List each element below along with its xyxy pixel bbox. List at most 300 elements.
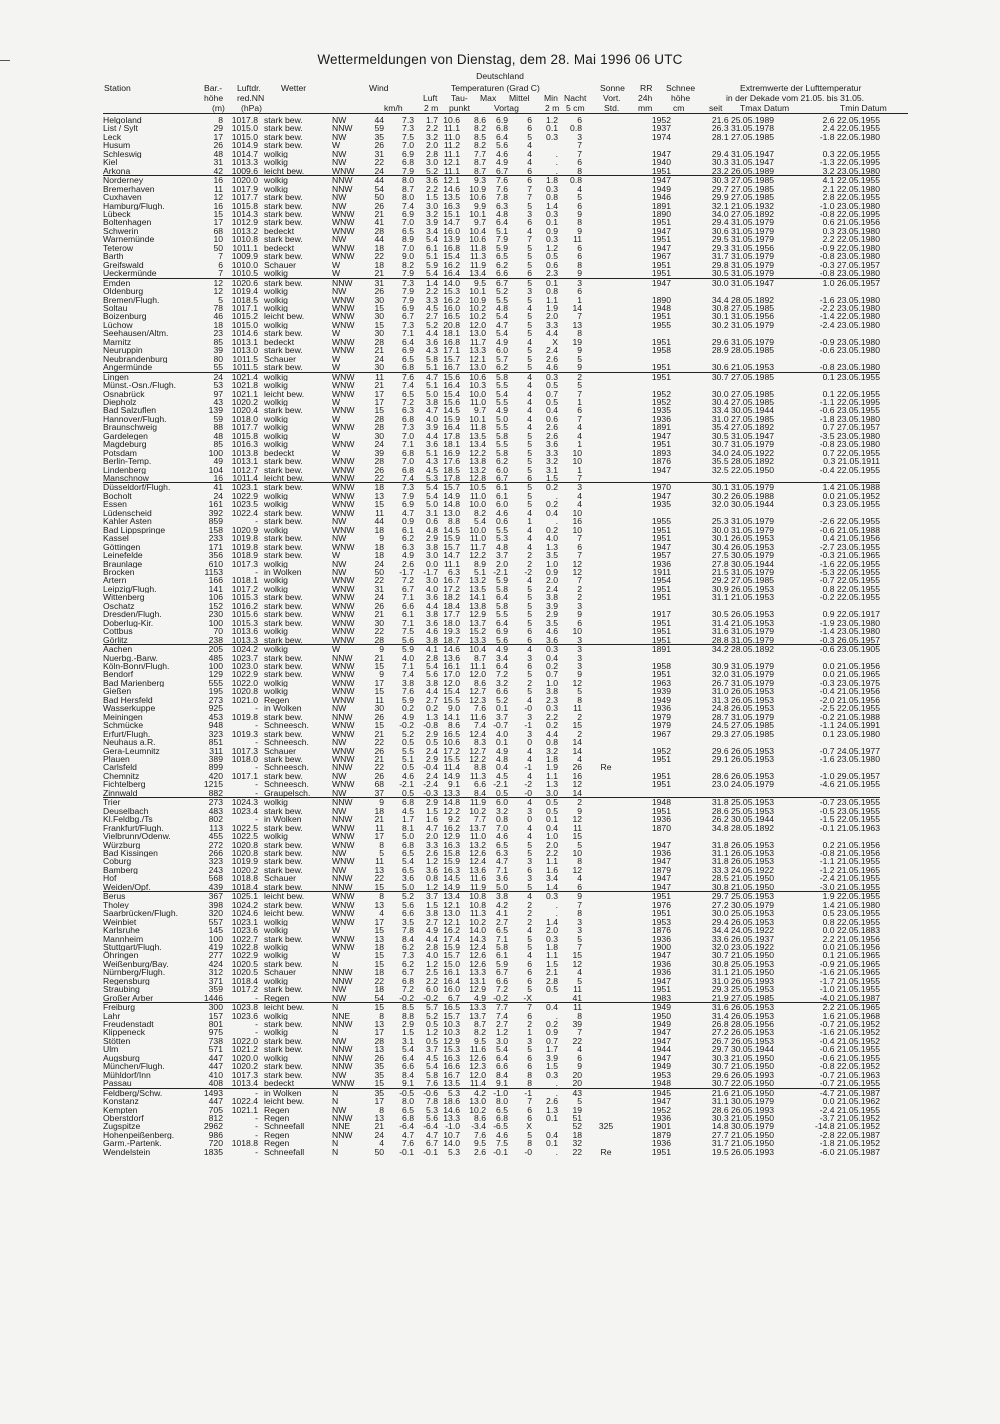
cell-precipitation: 26 (572, 763, 582, 772)
cell-wind-speed: 28 (374, 635, 384, 645)
cell-wind-dir: NNW (332, 976, 353, 986)
cell-station: Boltenhagen (103, 218, 152, 227)
cell-baro-height: 408 (208, 1079, 223, 1089)
cell-min-temp: 6.5 (496, 840, 508, 849)
cell-air-temp: 7.1 (402, 593, 414, 602)
cell-since-year: 1951 (651, 1147, 671, 1157)
region-label: Deutschland (476, 71, 524, 81)
cell-tmin-date: -0.6 23.05.1980 (819, 346, 880, 355)
cell-precipitation: 2 (577, 729, 582, 739)
cell-weather: wolkig (264, 525, 288, 535)
cell-pressure: 1025.1 (223, 892, 258, 901)
cell-sunshine: 0.1 (532, 278, 558, 287)
cell-baro-height: 49 (213, 457, 223, 466)
cell-baro-height: 557 (208, 917, 223, 927)
cell-snow-depth (582, 321, 630, 329)
cell-wind-dir: WNW (332, 372, 364, 381)
cell-min-temp: 4.6 (496, 149, 508, 159)
cell-dew-point: 3.6 (426, 337, 438, 347)
cell-baro-height: 48 (213, 149, 223, 159)
cell-snow-depth (582, 202, 630, 210)
cell-sunshine: 1.8 (532, 176, 558, 185)
cell-tmin-date: -0.3 26.05.1957 (819, 635, 880, 645)
cell-dew-point: 5.1 (426, 252, 438, 261)
cell-weather: in Wolken (258, 1088, 332, 1097)
cell-tmin-date: -0.1 21.05.1963 (819, 823, 880, 833)
cell-weather: wolkig (264, 678, 288, 688)
cell-sunshine: 2.4 (546, 346, 558, 355)
cell-snow-depth (582, 116, 630, 124)
cell-precipitation: 12 (572, 865, 582, 875)
cell-station: Oschatz (103, 601, 135, 611)
cell-wind-dir: WNW (332, 584, 355, 594)
cell-wind-speed: 50 (374, 1147, 384, 1157)
cell-wind-speed: 18 (374, 968, 384, 977)
cell-night-temp: 6 (527, 218, 532, 227)
col-schnee-3: cm (673, 103, 685, 113)
cell-night-temp: 4 (527, 823, 532, 833)
cell-sunshine: 2.0 (546, 840, 558, 849)
cell-precipitation: 6 (577, 158, 582, 167)
cell-tmin-date: 1.0 26.05.1957 (774, 278, 880, 287)
cell-sunshine: 4.6 (546, 627, 558, 636)
cell-station: Garm.-Partenk. (103, 1139, 162, 1148)
cell-air-temp: 6.9 (402, 346, 414, 355)
table-row (103, 901, 880, 909)
cell-mean-temp: 11.8 (469, 423, 486, 432)
cell-weather: wolkig (264, 184, 288, 194)
cell-wind-speed: 8 (379, 1011, 384, 1021)
cell-baro-height: 171 (208, 542, 223, 552)
table-row (103, 568, 880, 576)
cell-tmin-date: -0.8 23.05.1980 (819, 252, 880, 261)
table-row (103, 968, 880, 976)
cell-wind-dir: WNW (332, 346, 355, 355)
cell-night-temp: 2 (527, 1020, 532, 1029)
cell-station: Braunlage (103, 559, 143, 569)
cell-mean-temp: 6.6 (474, 780, 486, 789)
cell-min-temp: 5.0 (496, 882, 508, 892)
cell-tmin-date: 0.0 21.05.1962 (822, 1097, 880, 1106)
cell-baro-height: 243 (208, 865, 223, 875)
table-row (103, 185, 880, 193)
table-row (103, 1003, 880, 1012)
col-min: Min (544, 93, 558, 103)
cell-sunshine: 0.8 (546, 193, 558, 202)
cell-max-temp: 13.4 (438, 892, 460, 901)
cell-night-temp: -0 (524, 704, 532, 713)
cell-air-temp: 6.1 (402, 525, 414, 535)
cell-mean-temp: 13.7 (469, 618, 486, 628)
cell-wind-dir: WNW (332, 601, 355, 611)
cell-dew-point: 2.7 (426, 695, 438, 705)
cell-pressure: 1015.3 (231, 593, 258, 602)
cell-baro-height: 16 (213, 474, 223, 483)
cell-precipitation: 39 (572, 1020, 582, 1029)
header-rule (103, 113, 908, 114)
cell-air-temp: 4.0 (402, 653, 414, 662)
cell-baro-height: 925 (208, 704, 223, 713)
table-row (103, 1079, 880, 1088)
cell-min-temp: 5.5 (496, 525, 508, 535)
cell-min-temp: 3.6 (496, 874, 508, 883)
cell-night-temp: 4 (527, 525, 532, 535)
cell-station: Wittenberg (103, 593, 145, 602)
cell-dew-point: 3.0 (426, 158, 438, 167)
cell-max-temp: 16.6 (443, 1062, 460, 1071)
cell-precipitation: 51 (572, 1114, 582, 1123)
cell-sunshine: 0.2 (532, 483, 558, 492)
cell-pressure: - (255, 568, 258, 577)
cell-tmin-date: 4.1 22.05.1955 (774, 176, 880, 185)
col-tmax: Tmax Datum (740, 103, 790, 113)
cell-tmin-date: -0.6 21.05.1988 (819, 525, 880, 535)
cell-station: Ueckermünde (103, 269, 157, 279)
cell-station: Berus (103, 892, 193, 901)
cell-wind-speed: 22 (374, 252, 384, 261)
cell-night-temp: 5 (527, 687, 532, 696)
cell-wind-dir: W (332, 260, 341, 270)
cell-air-temp: 6.5 (402, 226, 414, 236)
cell-min-temp: 5.7 (496, 354, 508, 364)
cell-station: Schleswig (103, 149, 142, 159)
cell-station: Klippeneck (103, 1028, 146, 1037)
cell-tmin-date: -2.4 23.05.1980 (819, 320, 880, 330)
cell-station: Kiel (103, 158, 118, 167)
cell-precipitation: 7 (577, 149, 582, 159)
cell-tmin-date: -1.6 21.05.1952 (819, 1028, 880, 1037)
cell-precipitation: 11 (573, 704, 582, 713)
cell-weather: stark bew. (264, 329, 303, 338)
cell-weather: Schauer (264, 968, 297, 977)
cell-wind-speed: 18 (374, 806, 384, 816)
cell-baro-height: 1446 (203, 993, 223, 1003)
cell-wind-dir: N (332, 1088, 364, 1097)
cell-tmax-date: 29.7 27.05.1985 (711, 184, 774, 194)
cell-since-year: 1951 (651, 593, 671, 602)
cell-mean-temp: 13.3 (469, 635, 486, 645)
cell-min-temp: 7.9 (496, 235, 508, 244)
table-row (103, 296, 880, 304)
cell-snow-depth (582, 780, 630, 788)
cell-tmin-date: 0.8 22.05.1955 (822, 917, 880, 927)
cell-weather: stark bew. (264, 457, 303, 466)
cell-tmax-date: 30.7 31.05.1979 (711, 440, 774, 449)
cell-sunshine (532, 994, 558, 1003)
cell-precipitation: 12 (572, 678, 582, 688)
cell-snow-depth (582, 1028, 630, 1036)
cell-tmax-date: 30.3 27.05.1985 (671, 176, 774, 185)
cell-min-temp: 7.8 (496, 193, 508, 202)
cell-tmin-date: 3.2 23.05.1980 (822, 166, 880, 176)
table-row (103, 679, 880, 687)
cell-tmin-date: -1.6 22.05.1955 (819, 559, 880, 569)
cell-tmax-date (671, 509, 774, 517)
cell-mean-temp: 13.5 (469, 584, 486, 594)
cell-weather: in Wolken (264, 704, 302, 713)
cell-dew-point: -0.3 (423, 788, 438, 798)
cell-max-temp: 14.5 (443, 525, 460, 535)
cell-night-temp: 5 (527, 329, 532, 338)
cell-precipitation: 7 (577, 900, 582, 910)
cell-min-temp: 7.6 (486, 176, 508, 185)
cell-wind-speed: 13 (374, 1114, 384, 1123)
cell-precipitation: 2 (577, 584, 582, 594)
cell-pressure: 1024.3 (223, 798, 258, 807)
cell-wind-dir: NW (332, 517, 347, 526)
cell-wind-dir: WNW (332, 662, 355, 671)
cell-sunshine: 1.5 (546, 474, 558, 483)
cell-pressure: 1023.0 (231, 662, 258, 671)
cell-snow-depth (582, 543, 630, 551)
cell-tmax-date: 30.1 31.05.1956 (711, 312, 774, 321)
cell-mean-temp: 8.8 (474, 763, 486, 772)
cell-baro-height: 1215 (203, 780, 223, 789)
cell-weather: leicht bew. (264, 312, 305, 321)
cell-tmax-date: 32.0 30.05.1944 (711, 500, 774, 509)
cell-night-temp: 6 (527, 662, 532, 671)
cell-sunshine: 2.4 (546, 584, 558, 594)
cell-precipitation: 12 (572, 959, 582, 969)
cell-weather: stark bew. (264, 1070, 303, 1080)
cell-precipitation: 52 (572, 1122, 582, 1131)
cell-weather: stark bew. (264, 823, 303, 833)
cell-wind-speed: 21 (374, 1122, 384, 1131)
cell-snow-depth (582, 568, 630, 576)
cell-since-year (630, 763, 671, 771)
cell-air-temp: 6.7 (402, 584, 414, 594)
cell-station: Plauen (103, 754, 130, 764)
cell-since-year: 1953 (651, 917, 671, 927)
cell-max-temp: 15.4 (443, 687, 460, 696)
cell-station: Wasserkuppe (103, 704, 156, 713)
table-row (103, 994, 880, 1003)
table-row (103, 747, 880, 755)
cell-wind-speed: 28 (374, 1036, 384, 1046)
cell-sunshine: 2.8 (546, 976, 558, 986)
cell-dew-point: -1.7 (423, 568, 438, 577)
cell-dew-point: -0.1 (423, 1147, 438, 1157)
cell-wind-speed: 44 (374, 116, 384, 125)
cell-wind-speed: 44 (364, 176, 384, 185)
cell-sunshine: 0.5 (546, 252, 558, 261)
cell-station: Saarbrücken/Flugh. (103, 909, 178, 918)
cell-wind-dir: WNW (332, 218, 355, 227)
cell-tmin-date: -2.7 23.05.1955 (819, 542, 880, 552)
cell-station: München/Flugh. (103, 1062, 165, 1071)
cell-weather: wolkig (264, 687, 288, 696)
cell-air-temp: 5.9 (402, 695, 414, 705)
cell-precipitation: 12 (572, 559, 582, 569)
cell-mean-temp: 11.0 (469, 832, 486, 841)
cell-baro-height: 161 (208, 500, 223, 509)
cell-tmin-date (774, 329, 880, 337)
cell-weather: leicht bew. (258, 1003, 332, 1012)
cell-precipitation: 5 (577, 381, 582, 390)
cell-precipitation: 6 (577, 1053, 582, 1063)
cell-since-year (630, 474, 671, 483)
cell-station: Oldenburg (103, 287, 144, 296)
cell-since-year: 1948 (651, 1079, 671, 1089)
cell-min-temp: 6.4 (496, 218, 508, 227)
cell-since-year: 1947 (630, 176, 671, 185)
cell-dew-point: 0.6 (426, 517, 438, 526)
cell-station: Boizenburg (103, 312, 147, 321)
cell-wind-dir: WNW (332, 226, 355, 236)
col-bar-2: höhe (204, 93, 224, 103)
cell-baro-height: 80 (213, 354, 223, 364)
cell-precipitation: 9 (577, 363, 582, 373)
cell-night-temp: 3 (527, 729, 532, 739)
cell-max-temp: 11.4 (443, 763, 460, 772)
cell-tmin-date (774, 355, 880, 363)
cell-dew-point: 2.9 (426, 729, 438, 739)
cell-mean-temp: 13.3 (460, 1003, 486, 1012)
cell-sunshine: 1.3 (546, 542, 558, 552)
cell-station: Coburg (103, 857, 132, 866)
cell-precipitation: 15 (572, 951, 582, 960)
cell-min-temp: 5.4 (496, 329, 508, 338)
cell-precipitation: 7 (577, 1028, 582, 1037)
table-row (103, 244, 880, 252)
cell-baro-height: 17 (213, 218, 223, 227)
table-row (103, 346, 880, 354)
cell-station: Regensburg (103, 976, 150, 986)
cell-air-temp: 8.4 (402, 1070, 414, 1080)
cell-pressure: - (223, 1088, 258, 1097)
cell-baro-height: 12 (213, 193, 223, 202)
cell-weather: wolkig (264, 576, 288, 585)
cell-baro-height: 238 (208, 635, 223, 645)
cell-sunshine: 0.5 (532, 798, 558, 807)
cell-station: Braunschweig (103, 423, 157, 432)
cell-min-temp: 7.1 (496, 865, 508, 875)
cell-snow-depth (582, 798, 630, 807)
cell-sunshine: 2.2 (546, 848, 558, 858)
cell-since-year: 1936 (651, 1139, 671, 1148)
cell-night-temp: 8 (527, 1070, 532, 1080)
cell-max-temp: 15.7 (443, 1011, 460, 1021)
cell-since-year: 1936 (651, 959, 671, 969)
cell-night-temp: 4 (527, 926, 532, 935)
cell-wind-speed: 11 (375, 857, 384, 866)
cell-precipitation: 5 (577, 934, 582, 943)
cell-tmin-date: 0.1 23.05.1980 (822, 729, 880, 739)
cell-mean-temp: 13.4 (469, 440, 486, 449)
cell-wind-speed: 26 (374, 465, 384, 475)
cell-tmax-date: 29.7 30.05.1944 (711, 1045, 774, 1054)
cell-pressure: 1019.4 (231, 287, 258, 296)
cell-since-year: 1947 (651, 874, 671, 883)
cell-baro-height: 31 (213, 158, 223, 167)
cell-wind-speed: 11 (375, 695, 384, 705)
cell-min-temp: 4.5 (496, 771, 508, 781)
cell-max-temp: 5.3 (448, 1147, 460, 1157)
cell-snow-depth (582, 1139, 630, 1147)
cell-since-year: 1951 (651, 771, 671, 781)
cell-mean-temp: 11.3 (469, 771, 486, 781)
table-row (103, 670, 880, 678)
cell-night-temp: 2 (527, 678, 532, 688)
cell-tmin-date: 0.1 22.05.1955 (822, 389, 880, 398)
cell-snow-depth (582, 654, 630, 662)
cell-night-temp: 5 (527, 670, 532, 679)
cell-wind-dir: W (332, 448, 341, 458)
cell-air-temp: -0.5 (384, 1088, 414, 1097)
cell-sunshine: 0.7 (546, 389, 558, 398)
cell-wind-dir: NW (332, 158, 347, 167)
cell-baro-height: 802 (208, 815, 223, 824)
cell-pressure: 1015.0 (231, 124, 258, 133)
cell-snow-depth (582, 857, 630, 865)
cell-night-temp: 5 (527, 312, 532, 321)
col-temperatures: Temperaturen (Grad C) (451, 83, 540, 93)
table-row (103, 261, 880, 269)
cell-since-year: 1951 (651, 166, 671, 176)
cell-tmax-date: 26.2 30.05.1944 (711, 815, 774, 824)
cell-tmax-date: 30.3 21.05.1950 (711, 1053, 774, 1063)
cell-air-temp: 6.8 (402, 976, 414, 986)
cell-tmin-date: 0.9 22.05.1917 (822, 610, 880, 619)
cell-night-temp: 5 (527, 934, 532, 943)
cell-tmax-date: 30.1 31.05.1979 (671, 483, 774, 492)
cell-pressure: 1023.8 (223, 1003, 258, 1012)
cell-air-temp: 6.1 (402, 610, 414, 619)
cell-mean-temp: 10.9 (469, 184, 486, 194)
cell-wind-dir: NW (332, 1105, 347, 1115)
cell-wind-dir: WNW (332, 508, 355, 518)
cell-dew-point: 4.4 (426, 431, 438, 441)
cell-weather: Graupelsch. (264, 788, 311, 798)
cell-max-temp: 14.6 (438, 645, 460, 654)
cell-precipitation: 5 (577, 1097, 582, 1106)
cell-air-temp: 6.8 (402, 1114, 414, 1123)
cell-sunshine: 4.4 (546, 329, 558, 338)
table-row (103, 935, 880, 943)
cell-baro-height: 986 (208, 1130, 223, 1140)
cell-wind-speed: 30 (374, 312, 384, 321)
cell-pressure: 1020.2 (231, 1062, 258, 1071)
cell-min-temp: 6.4 (496, 618, 508, 628)
cell-since-year: 1936 (651, 559, 671, 569)
cell-weather: stark bew. (264, 865, 303, 875)
cell-sunshine: 0.1 (546, 1114, 558, 1123)
cell-precipitation: 1 (577, 295, 582, 304)
cell-min-temp: 4.1 (496, 909, 508, 918)
cell-snow-depth (582, 158, 630, 166)
cell-precipitation: 0.8 (558, 176, 582, 185)
cell-min-temp: 6.0 (496, 465, 508, 475)
cell-weather: wolkig (258, 372, 332, 381)
cell-precipitation: 3 (558, 645, 582, 654)
cell-since-year: 1947 (651, 465, 671, 475)
cell-mean-temp: 11.3 (469, 909, 486, 918)
cell-air-temp: 6.3 (402, 406, 414, 415)
cell-tmax-date: 31.1 26.05.1953 (711, 848, 774, 858)
cell-dew-point: 5.4 (426, 491, 438, 501)
cell-air-temp: 8.0 (402, 193, 414, 202)
cell-dew-point: 5.4 (426, 235, 438, 244)
cell-snow-depth (582, 926, 630, 934)
cell-air-temp: 7.5 (402, 627, 414, 636)
table-row (103, 1054, 880, 1062)
cell-wind-speed: 54 (374, 993, 384, 1003)
cell-precipitation: 11 (573, 985, 582, 994)
cell-air-temp: 5.1 (402, 754, 414, 764)
cell-mean-temp: 8.7 (474, 1020, 486, 1029)
cell-station: Aachen (103, 645, 193, 654)
cell-weather: stark bew. (264, 1045, 303, 1054)
